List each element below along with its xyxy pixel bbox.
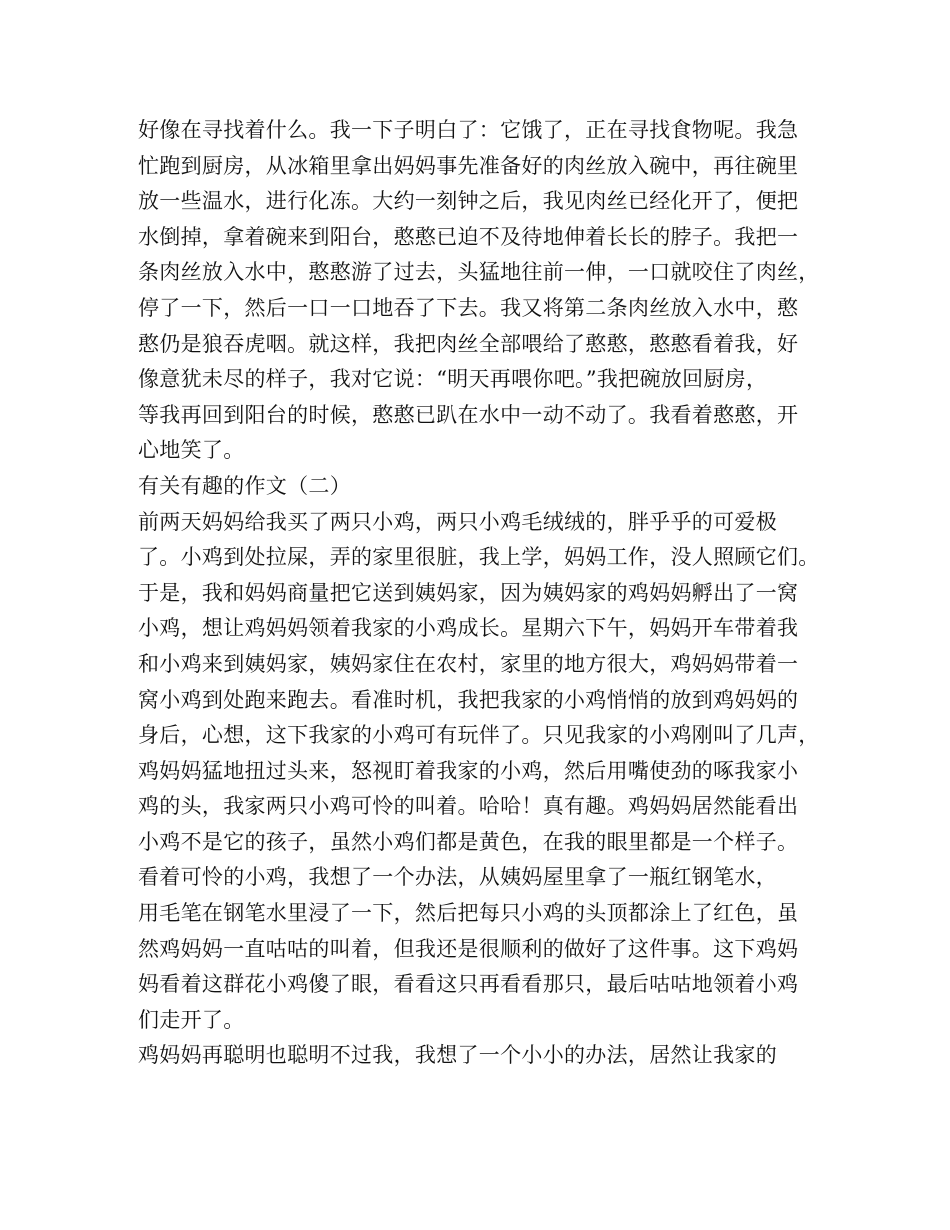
section-heading: 有关有趣的作文（二）: [138, 473, 351, 498]
text-line: 前两天妈妈给我买了两只小鸡，两只小鸡毛绒绒的，胖乎乎的可爱极: [138, 509, 777, 534]
text-line: 妈看着这群花小鸡傻了眼，看看这只再看看那只，最后咕咕地领着小鸡: [138, 972, 799, 997]
text-line: 和小鸡来到姨妈家，姨妈家住在农村，家里的地方很大，鸡妈妈带着一: [138, 651, 799, 676]
text-line: 们走开了。: [138, 1007, 245, 1032]
text-line: 像意犹未尽的样子，我对它说：“明天再喂你吧。”我把碗放回厨房，: [138, 367, 768, 392]
text-line: 于是，我和妈妈商量把它送到姨妈家，因为姨妈家的鸡妈妈孵出了一窝: [138, 580, 799, 605]
text-line: 停了一下，然后一口一口地吞了下去。我又将第二条肉丝放入水中，憨: [138, 295, 799, 320]
text-line: 忙跑到厨房，从冰箱里拿出妈妈事先准备好的肉丝放入碗中，再往碗里: [138, 153, 799, 178]
text-line: 鸡妈妈再聪明也聪明不过我，我想了一个小小的办法，居然让我家的: [138, 1043, 777, 1068]
text-line: 心地笑了。: [138, 438, 245, 463]
text-line: 身后，心想，这下我家的小鸡可有玩伴了。只见我家的小鸡刚叫了几声，: [138, 723, 820, 748]
text-line: 小鸡不是它的孩子，虽然小鸡们都是黄色，在我的眼里都是一个样子。: [138, 829, 799, 854]
text-line: 条肉丝放入水中，憨憨游了过去，头猛地往前一伸，一口就咬住了肉丝，: [138, 260, 820, 285]
text-line: 放一些温水，进行化冻。大约一刻钟之后，我见肉丝已经化开了，便把: [138, 189, 799, 214]
text-line: 等我再回到阳台的时候，憨憨已趴在水中一动不动了。我看着憨憨，开: [138, 402, 799, 427]
text-line: 了。小鸡到处拉屎，弄的家里很脏，我上学，妈妈工作，没人照顾它们。: [138, 545, 820, 570]
text-line: 憨仍是狼吞虎咽。就这样，我把肉丝全部喂给了憨憨，憨憨看着我，好: [138, 331, 799, 356]
text-line: 好像在寻找着什么。我一下子明白了：它饿了，正在寻找食物呢。我急: [138, 118, 799, 142]
text-line: 用毛笔在钢笔水里浸了一下，然后把每只小鸡的头顶都涂上了红色，虽: [138, 901, 799, 926]
text-line: 看着可怜的小鸡，我想了一个办法，从姨妈屋里拿了一瓶红钢笔水，: [138, 865, 777, 890]
text-line: 鸡妈妈猛地扭过头来，怒视盯着我家的小鸡，然后用嘴使劲的啄我家小: [138, 758, 799, 783]
text-line: 鸡的头，我家两只小鸡可怜的叫着。哈哈！真有趣。鸡妈妈居然能看出: [138, 794, 799, 819]
essay-body: [138, 113, 838, 1074]
text-line: 然鸡妈妈一直咕咕的叫着，但我还是很顺利的做好了这件事。这下鸡妈: [138, 936, 799, 961]
text-line: 小鸡，想让鸡妈妈领着我家的小鸡成长。星期六下午，妈妈开车带着我: [138, 616, 799, 641]
text-line: 水倒掉，拿着碗来到阳台，憨憨已迫不及待地伸着长长的脖子。我把一: [138, 224, 799, 249]
text-line: 窝小鸡到处跑来跑去。看准时机，我把我家的小鸡悄悄的放到鸡妈妈的: [138, 687, 799, 712]
